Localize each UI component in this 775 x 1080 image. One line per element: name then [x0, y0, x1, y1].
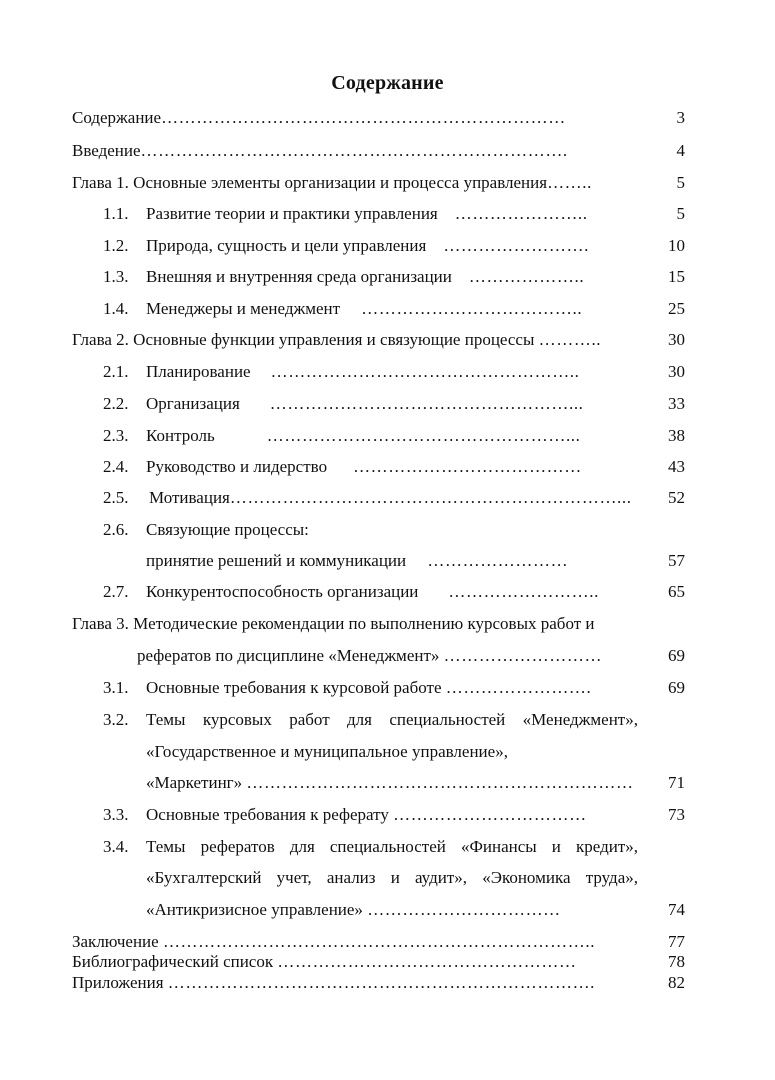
toc-entry-page: 82: [668, 973, 685, 992]
toc-entry-page: 5: [676, 204, 685, 223]
toc-entry-continuation: [146, 900, 561, 920]
toc-entry-page: 77: [668, 932, 685, 951]
toc-entry-dots: ……………………………………………………………: [161, 108, 566, 127]
toc-entry: [146, 457, 582, 477]
toc-entry: [146, 678, 591, 698]
toc-entry-label: Развитие теории и практики управления: [146, 204, 438, 223]
toc-entry-dots: …………………….: [443, 236, 589, 255]
toc-entry-dots: ………………..: [468, 267, 585, 286]
toc-entry-label: принятие решений и коммуникации: [146, 551, 407, 570]
toc-entry-number: 1.4.: [103, 299, 129, 318]
toc-entry-page: 73: [668, 805, 685, 824]
toc-entry-label: рефератов по дисциплине «Менеджмент»: [137, 646, 440, 665]
toc-entry-page: 30: [668, 330, 685, 349]
toc-entry-continuation: [146, 551, 568, 571]
toc-entry-number: 2.1.: [103, 362, 129, 381]
toc-entry-number: 2.3.: [103, 426, 129, 445]
toc-entry-label: Введение: [72, 141, 141, 160]
toc-entry-label: Основные требования к курсовой работе: [146, 678, 442, 697]
toc-entry-dots: ………………………………..: [361, 299, 583, 318]
toc-entry-dots: ……………………………………………………………….: [140, 141, 568, 160]
toc-entry-number: 2.5.: [103, 488, 129, 507]
toc-entry-label: Содержание: [72, 108, 162, 127]
toc-entry-label: Внешняя и внутренняя среда организации: [146, 267, 452, 286]
toc-entry-dots: …………………..: [454, 204, 588, 223]
toc-entry-page: 57: [668, 551, 685, 570]
toc-entry: [146, 426, 581, 446]
toc-entry-label: Основные требования к реферату: [146, 805, 389, 824]
toc-entry-dots: ……………………………: [367, 900, 561, 919]
toc-entry: [149, 488, 632, 508]
toc-entry-dots: ……………………………………………………………….: [167, 973, 596, 992]
toc-entry-page: 69: [668, 646, 685, 665]
toc-entry-number: 2.4.: [103, 457, 129, 476]
toc-entry: [146, 710, 638, 730]
toc-entry-number: 1.3.: [103, 267, 129, 286]
toc-entry-page: 10: [668, 236, 685, 255]
toc-entry: [146, 805, 587, 825]
toc-title: Содержание: [331, 72, 444, 94]
toc-entry-label: Контроль: [146, 426, 215, 445]
toc-chapter: [72, 173, 592, 193]
toc-entry-page: 5: [676, 173, 685, 192]
toc-entry-label: Мотивация: [149, 488, 230, 507]
toc-entry-page: 43: [668, 457, 685, 476]
toc-entry-label: Заключение: [72, 932, 159, 951]
toc-entry-dots: ………..: [538, 330, 602, 349]
toc-entry-page: 4: [676, 141, 685, 160]
toc-entry-number: 3.1.: [103, 678, 129, 697]
toc-entry-label: Глава 2. Основные функции управления и связующие процессы: [72, 330, 535, 349]
toc-entry-number: 2.2.: [103, 394, 129, 413]
toc-entry-number: 3.4.: [103, 837, 129, 856]
toc-entry-continuation: [146, 773, 634, 793]
toc-entry-label: «Бухгалтерский учет, анализ и аудит», «Экономика труда»,: [146, 868, 638, 887]
toc-entry-page: 15: [668, 267, 685, 286]
toc-chapter: [72, 614, 595, 634]
toc-entry-label: Связующие процессы:: [146, 520, 309, 539]
toc-entry-label: Глава 1. Основные элементы организации и процесса управления: [72, 173, 548, 192]
toc-entry: [146, 362, 580, 382]
toc-entry-continuation: [137, 646, 602, 666]
toc-entry-dots: ………………………: [443, 646, 603, 665]
toc-entry: [146, 837, 638, 857]
toc-entry-page: 74: [668, 900, 685, 919]
toc-entry-page: 52: [668, 488, 685, 507]
toc-entry: [146, 582, 599, 602]
toc-entry-dots: …………………….: [445, 678, 592, 697]
toc-entry-label: Руководство и лидерство: [146, 457, 328, 476]
toc-entry-dots: …………………………………: [353, 457, 582, 476]
toc-entry-number: 1.1.: [103, 204, 129, 223]
toc-entry-label: Организация: [146, 394, 240, 413]
toc-entry-dots: …………………………………………………………: [246, 773, 634, 792]
toc-entry-label: Природа, сущность и цели управления: [146, 236, 427, 255]
toc-entry-label: Планирование: [146, 362, 251, 381]
toc-entry-label: «Маркетинг»: [146, 773, 243, 792]
toc-entry: [72, 108, 566, 128]
toc-entry-label: «Антикризисное управление»: [146, 900, 363, 919]
toc-entry-number: 2.7.: [103, 582, 129, 601]
toc-chapter: [72, 330, 601, 350]
toc-entry: [146, 299, 582, 319]
toc-entry-label: Глава 3. Методические рекомендации по выполнению курсовых работ и: [72, 614, 595, 633]
toc-entry-label: Приложения: [72, 973, 164, 992]
toc-entry-page: 38: [668, 426, 685, 445]
toc-entry-page: 69: [668, 678, 685, 697]
toc-entry-dots: ……………………..: [448, 582, 599, 601]
toc-entry-number: 3.3.: [103, 805, 129, 824]
toc-entry-number: 1.2.: [103, 236, 129, 255]
toc-entry-page: 3: [676, 108, 685, 127]
toc-entry-page: 25: [668, 299, 685, 318]
toc-entry: [72, 973, 595, 993]
toc-entry-page: 33: [668, 394, 685, 413]
toc-entry: [146, 520, 309, 540]
toc-entry-label: Библиографический список: [72, 952, 274, 971]
toc-entry-number: 2.6.: [103, 520, 129, 539]
toc-entry-dots: ……..: [547, 173, 592, 192]
toc-entry-dots: ……………………: [427, 551, 569, 570]
toc-entry-page: 30: [668, 362, 685, 381]
toc-entry-number: 3.2.: [103, 710, 129, 729]
toc-entry-label: Менеджеры и менеджмент: [146, 299, 341, 318]
toc-entry-dots: ……………………………………………..: [270, 362, 580, 381]
toc-entry-label: Конкурентоспособность организации: [146, 582, 419, 601]
toc-entry-continuation: [146, 742, 508, 762]
toc-entry: [146, 236, 589, 256]
toc-entry: [72, 932, 595, 952]
toc-entry-dots: …………………………………………………………...: [229, 488, 632, 507]
toc-entry: [146, 267, 584, 287]
toc-entry-page: 71: [668, 773, 685, 792]
toc-entry-continuation: [146, 868, 638, 888]
toc-entry-dots: ……………………………………………: [277, 952, 577, 971]
toc-entry-dots: ……………………………………………...: [269, 394, 584, 413]
toc-entry-page: 78: [668, 952, 685, 971]
toc-entry-page: 65: [668, 582, 685, 601]
toc-entry-label: Темы рефератов для специальностей «Финансы и кредит»,: [146, 837, 638, 856]
toc-entry: [146, 394, 584, 414]
toc-entry-dots: ……………………………: [393, 805, 587, 824]
toc-entry-label: Темы курсовых работ для специальностей «Менеджмент»,: [146, 710, 638, 729]
toc-entry: [72, 952, 577, 972]
toc-entry-dots: ………………………………………………………………..: [162, 932, 596, 951]
toc-entry-label: «Государственное и муниципальное управление»,: [146, 742, 508, 761]
toc-entry: [72, 141, 568, 161]
toc-entry: [146, 204, 588, 224]
toc-entry-dots: ……………………………………………...: [266, 426, 581, 445]
